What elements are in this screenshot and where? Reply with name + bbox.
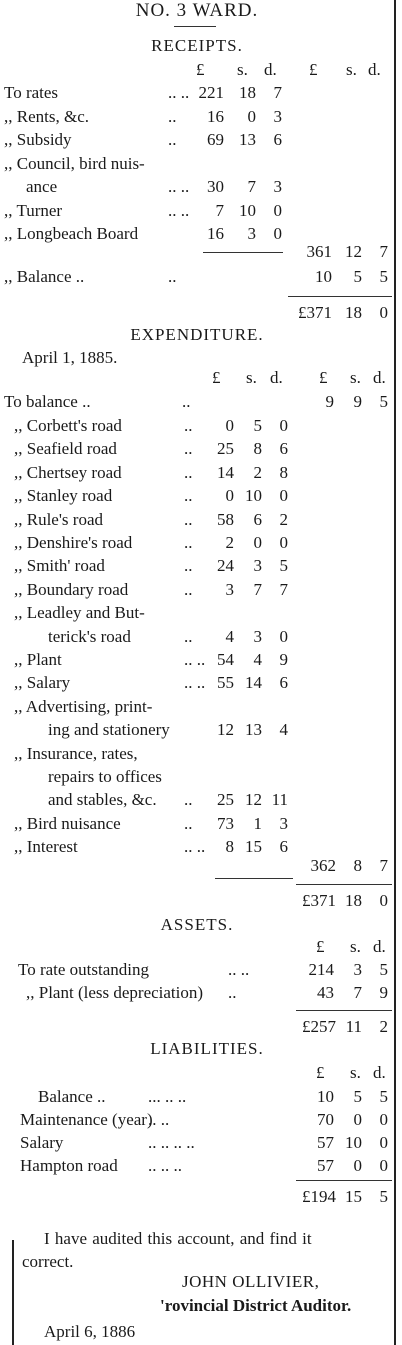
liabilities-column-headers xyxy=(0,1063,394,1085)
expenditure-label: ,, Chertsey road xyxy=(14,462,122,482)
receipts-balance-shillings: 5 xyxy=(353,267,362,286)
receipts-pounds: 16 xyxy=(207,224,224,243)
margin-rule xyxy=(12,1240,14,1345)
expenditure-pounds: 25 xyxy=(217,790,234,810)
assets-pence: 5 xyxy=(379,960,388,979)
liabilities-shillings: 0 xyxy=(353,1110,362,1129)
assets-total xyxy=(0,1017,394,1039)
assets-total-pounds: £257 xyxy=(302,1017,336,1036)
expenditure-pounds: 3 xyxy=(225,579,234,599)
expenditure-pounds: 58 xyxy=(217,509,234,529)
liabilities-pounds: 57 xyxy=(317,1156,334,1175)
receipts-pounds: 30 xyxy=(207,177,224,196)
expenditure-dots: .. .. xyxy=(184,650,206,669)
expenditure-label: and stables, &c. xyxy=(48,790,157,810)
expenditure-label: ,, Boundary road xyxy=(14,579,129,599)
expenditure-dots: .. xyxy=(184,626,193,646)
expenditure-pence: 0 xyxy=(279,533,288,552)
expenditure-pence: 6 xyxy=(279,673,288,693)
liabilities-shillings: 0 xyxy=(353,1156,362,1175)
expenditure-pence: 9 xyxy=(279,650,288,669)
expenditure-pence: 5 xyxy=(279,556,288,576)
expenditure-label: ,, Denshire's road xyxy=(14,533,133,552)
col-pounds: £ xyxy=(316,1063,325,1082)
receipts-balance-pence: 5 xyxy=(379,267,388,286)
receipts-pence: 3 xyxy=(273,106,282,126)
opening-shillings: 9 xyxy=(353,392,362,411)
expenditure-shillings: 8 xyxy=(253,439,262,459)
expenditure-pounds: 4 xyxy=(225,626,234,646)
receipts-total-pence: 0 xyxy=(379,303,388,322)
liabilities-dots: .. .. .. .. xyxy=(148,1133,195,1152)
expenditure-pence: 7 xyxy=(279,579,288,599)
assets-row xyxy=(0,960,394,982)
expenditure-shillings: 1 xyxy=(253,813,262,833)
expenditure-dots: .. xyxy=(184,486,193,506)
expenditure-dots: .. .. xyxy=(184,673,206,693)
receipts-column-headers xyxy=(0,60,394,82)
receipts-total-rule xyxy=(288,296,392,297)
expenditure-pounds: 0 xyxy=(225,416,234,435)
expenditure-dots: .. xyxy=(184,813,193,833)
expenditure-shillings: 15 xyxy=(245,837,262,857)
receipts-total-pounds: £371 xyxy=(298,303,332,322)
expenditure-pence: 6 xyxy=(279,837,288,857)
receipts-row xyxy=(0,107,394,129)
col-total-pounds: £ xyxy=(309,60,318,79)
liabilities-total-pence: 5 xyxy=(379,1187,388,1206)
col-shillings: s. xyxy=(246,368,257,387)
expenditure-total xyxy=(0,891,394,913)
expenditure-dots: .. .. xyxy=(184,837,206,857)
expenditure-shillings: 5 xyxy=(253,416,262,435)
col-total-pounds: £ xyxy=(319,368,328,387)
receipts-shillings: 0 xyxy=(247,106,256,126)
receipts-balance-dots: .. xyxy=(168,267,177,286)
expenditure-row xyxy=(0,439,394,461)
liabilities-total-pounds: £194 xyxy=(302,1187,336,1206)
expenditure-row xyxy=(0,463,394,485)
receipts-subtotal-pounds: 361 xyxy=(306,242,332,261)
expenditure-pounds: 8 xyxy=(225,837,234,857)
expenditure-shillings: 3 xyxy=(253,556,262,576)
col-shillings: s. xyxy=(350,1063,361,1082)
assets-dots: .. .. xyxy=(228,960,250,979)
expenditure-dots: .. xyxy=(184,556,193,576)
expenditure-total-pence: 0 xyxy=(379,891,388,910)
col-total-shillings: s. xyxy=(346,60,357,79)
expenditure-subtotal-shillings: 8 xyxy=(353,856,362,875)
col-total-pence: d. xyxy=(368,60,381,79)
col-pounds: £ xyxy=(316,937,325,956)
expenditure-row xyxy=(0,744,394,766)
expenditure-pence: 8 xyxy=(279,462,288,482)
expenditure-pounds: 2 xyxy=(225,533,234,552)
expenditure-pence: 2 xyxy=(279,509,288,529)
receipts-pence: 3 xyxy=(273,177,282,196)
receipts-pence: 0 xyxy=(273,224,282,243)
receipts-shillings: 3 xyxy=(247,224,256,243)
expenditure-shillings: 2 xyxy=(253,462,262,482)
receipts-label: ,, Longbeach Board xyxy=(4,224,139,243)
receipts-total xyxy=(0,303,394,325)
col-shillings: s. xyxy=(237,60,248,79)
expenditure-row xyxy=(0,627,394,649)
expenditure-dots: .. xyxy=(184,533,193,552)
assets-pounds: 43 xyxy=(317,983,334,1002)
expenditure-label: ,, Advertising, print- xyxy=(14,696,153,716)
receipts-row xyxy=(0,154,394,176)
liabilities-row xyxy=(0,1110,394,1132)
expenditure-pence: 6 xyxy=(279,439,288,459)
col-pence: d. xyxy=(373,937,386,956)
expenditure-pounds: 54 xyxy=(217,650,234,669)
expenditure-row xyxy=(0,673,394,695)
receipts-pounds: 7 xyxy=(215,200,224,220)
assets-pounds: 214 xyxy=(308,960,334,979)
receipts-balance xyxy=(0,267,394,289)
expenditure-label: ,, Corbett's road xyxy=(14,416,122,435)
liabilities-pence: 5 xyxy=(379,1087,388,1106)
receipts-dots: .. xyxy=(168,106,177,126)
expenditure-label: ,, Bird nuisance xyxy=(14,813,121,833)
expenditure-row xyxy=(0,510,394,532)
receipts-row xyxy=(0,130,394,152)
expenditure-label: ing and stationery xyxy=(48,720,170,740)
expenditure-label: ,, Leadley and But- xyxy=(14,603,145,623)
receipts-pence: 6 xyxy=(273,130,282,149)
expenditure-pounds: 55 xyxy=(217,673,234,693)
audit-statement: I have audited this account, and find it xyxy=(44,1229,312,1248)
assets-shillings: 7 xyxy=(353,983,362,1002)
expenditure-row xyxy=(0,556,394,578)
liabilities-total-rule xyxy=(296,1180,392,1181)
expenditure-subtotal-pounds: 362 xyxy=(310,856,336,875)
assets-label: To rate outstanding xyxy=(18,960,150,979)
expenditure-date: April 1, 1885. xyxy=(22,348,118,367)
assets-label: ,, Plant (less depreciation) xyxy=(26,983,204,1002)
opening-dots: .. xyxy=(182,392,191,411)
expenditure-dots: .. xyxy=(184,439,193,459)
expenditure-label: repairs to offices xyxy=(48,767,162,786)
expenditure-shillings: 13 xyxy=(245,720,262,740)
receipts-row xyxy=(0,201,394,223)
receipts-shillings: 7 xyxy=(247,177,256,196)
liabilities-dots: .. .. xyxy=(148,1110,170,1129)
expenditure-pounds: 25 xyxy=(217,439,234,459)
expenditure-shillings: 3 xyxy=(253,626,262,646)
expenditure-dots: .. xyxy=(184,462,193,482)
col-pence: d. xyxy=(264,60,277,79)
receipts-label: ,, Turner xyxy=(4,200,63,220)
expenditure-column-headers xyxy=(0,368,394,390)
receipts-row xyxy=(0,83,394,105)
liabilities-row xyxy=(0,1156,394,1178)
expenditure-shillings: 14 xyxy=(245,673,262,693)
expenditure-row xyxy=(0,814,394,836)
receipts-subtotal xyxy=(0,242,394,264)
receipts-dots: .. .. xyxy=(168,177,190,196)
assets-dots: .. xyxy=(228,983,237,1002)
assets-pence: 9 xyxy=(379,983,388,1002)
receipts-shillings: 13 xyxy=(239,130,256,149)
receipts-balance-pounds: 10 xyxy=(315,267,332,286)
expenditure-label: ,, Stanley road xyxy=(14,486,113,506)
expenditure-pounds: 12 xyxy=(217,720,234,740)
receipts-label: ,, Subsidy xyxy=(4,130,72,149)
expenditure-pounds: 14 xyxy=(217,462,234,482)
auditor-name: JOHN OLLIVIER, xyxy=(182,1272,320,1291)
expenditure-row xyxy=(0,416,394,438)
title-underline xyxy=(174,26,216,27)
expenditure-row xyxy=(0,533,394,555)
receipts-label: To rates xyxy=(4,83,59,102)
liabilities-label: Balance .. xyxy=(38,1087,106,1106)
assets-total-rule xyxy=(296,1010,392,1011)
receipts-shillings: 10 xyxy=(239,200,256,220)
expenditure-pounds: 73 xyxy=(217,813,234,833)
opening-label: To balance .. xyxy=(4,392,91,411)
liabilities-shillings: 5 xyxy=(353,1087,362,1106)
expenditure-total-rule xyxy=(296,884,392,885)
assets-total-shillings: 11 xyxy=(345,1017,362,1036)
audit-statement-cont: correct. xyxy=(22,1252,74,1271)
receipts-balance-label: ,, Balance .. xyxy=(4,267,85,286)
expenditure-label: ,, Salary xyxy=(14,673,71,693)
expenditure-pence: 3 xyxy=(279,813,288,833)
receipts-dots: .. .. xyxy=(168,200,190,220)
expenditure-row xyxy=(0,720,394,742)
expenditure-row xyxy=(0,767,394,789)
receipts-row xyxy=(0,177,394,199)
receipts-total-shillings: 18 xyxy=(345,303,362,322)
expenditure-opening-balance xyxy=(0,392,394,414)
liabilities-label: Hampton road xyxy=(20,1156,118,1175)
expenditure-total-shillings: 18 xyxy=(345,891,362,910)
expenditure-total-pounds: £371 xyxy=(302,891,336,910)
receipts-subtotal-pence: 7 xyxy=(379,242,388,261)
liabilities-pence: 0 xyxy=(379,1156,388,1175)
receipts-pounds: 69 xyxy=(207,130,224,149)
expenditure-shillings: 0 xyxy=(253,533,262,552)
expenditure-pence: 0 xyxy=(279,416,288,435)
expenditure-dots: .. xyxy=(184,579,193,599)
expenditure-shillings: 7 xyxy=(253,579,262,599)
expenditure-pence: 11 xyxy=(271,790,288,810)
liabilities-shillings: 10 xyxy=(345,1133,362,1152)
expenditure-row xyxy=(0,790,394,812)
receipts-subtotal-shillings: 12 xyxy=(345,242,362,261)
col-shillings: s. xyxy=(350,937,361,956)
receipts-pounds: 16 xyxy=(207,106,224,126)
expenditure-shillings: 4 xyxy=(253,650,262,669)
col-pounds: £ xyxy=(196,60,205,79)
expenditure-label: terick's road xyxy=(48,626,131,646)
expenditure-pence: 4 xyxy=(279,720,288,740)
expenditure-row xyxy=(0,580,394,602)
expenditure-label: ,, Smith' road xyxy=(14,556,105,576)
expenditure-subtotal-pence: 7 xyxy=(379,856,388,875)
expenditure-row xyxy=(0,603,394,625)
receipts-heading: RECEIPTS. xyxy=(151,36,243,55)
receipts-shillings: 18 xyxy=(239,83,256,102)
expenditure-dots: .. xyxy=(184,790,193,810)
liabilities-row xyxy=(0,1087,394,1109)
receipts-pence: 0 xyxy=(273,200,282,220)
assets-column-headers xyxy=(0,937,394,959)
auditor-title: 'rovincial District Auditor. xyxy=(160,1296,352,1315)
expenditure-pounds: 0 xyxy=(225,486,234,506)
liabilities-dots: ... .. .. xyxy=(148,1087,187,1106)
liabilities-pence: 0 xyxy=(379,1133,388,1152)
col-total-shillings: s. xyxy=(350,368,361,387)
expenditure-shillings: 6 xyxy=(253,509,262,529)
expenditure-shillings: 10 xyxy=(245,486,262,506)
expenditure-label: ,, Plant xyxy=(14,650,62,669)
opening-pence: 5 xyxy=(379,392,388,411)
expenditure-row xyxy=(0,486,394,508)
column-rule xyxy=(394,0,396,1345)
assets-heading: ASSETS. xyxy=(160,915,234,934)
liabilities-dots: .. .. .. xyxy=(148,1156,182,1175)
liabilities-heading: LIABILITIES. xyxy=(150,1039,264,1058)
expenditure-pence: 0 xyxy=(279,626,288,646)
col-pounds: £ xyxy=(212,368,221,387)
receipts-label: ,, Council, bird nuis- xyxy=(4,153,145,173)
liabilities-total xyxy=(0,1187,394,1209)
expenditure-row xyxy=(0,650,394,672)
expenditure-heading: EXPENDITURE. xyxy=(130,325,264,344)
receipts-label: ance xyxy=(26,177,58,196)
expenditure-label: ,, Insurance, rates, xyxy=(14,743,138,763)
assets-shillings: 3 xyxy=(353,960,362,979)
liabilities-label: Maintenance (year) xyxy=(20,1110,153,1129)
liabilities-pounds: 70 xyxy=(317,1110,334,1129)
expenditure-pounds: 24 xyxy=(217,556,234,576)
expenditure-label: ,, Seafield road xyxy=(14,439,117,459)
expenditure-dots: .. xyxy=(184,509,193,529)
liabilities-pence: 0 xyxy=(379,1110,388,1129)
expenditure-label: ,, Interest xyxy=(14,837,78,857)
opening-pounds: 9 xyxy=(325,392,334,411)
assets-total-pence: 2 xyxy=(379,1017,388,1036)
assets-row xyxy=(0,983,394,1005)
expenditure-subtotal xyxy=(0,856,394,878)
expenditure-subtotal-rule xyxy=(215,878,293,879)
receipts-pounds: 221 xyxy=(198,83,224,102)
receipts-dots: .. .. xyxy=(168,83,190,102)
col-pence: d. xyxy=(270,368,283,387)
liabilities-pounds: 57 xyxy=(317,1133,334,1152)
col-total-pence: d. xyxy=(373,368,386,387)
expenditure-dots: .. xyxy=(184,416,193,435)
receipts-label: ,, Rents, &c. xyxy=(4,106,89,126)
expenditure-row xyxy=(0,697,394,719)
ward-title: NO. 3 WARD. xyxy=(135,0,259,21)
liabilities-label: Salary xyxy=(20,1133,64,1152)
col-pence: d. xyxy=(373,1063,386,1082)
audit-date: April 6, 1886 xyxy=(44,1322,136,1341)
expenditure-pence: 0 xyxy=(279,486,288,506)
liabilities-row xyxy=(0,1133,394,1155)
receipts-pence: 7 xyxy=(273,83,282,102)
liabilities-pounds: 10 xyxy=(317,1087,334,1106)
liabilities-total-shillings: 15 xyxy=(345,1187,362,1206)
expenditure-label: ,, Rule's road xyxy=(14,509,103,529)
expenditure-shillings: 12 xyxy=(245,790,262,810)
receipts-dots: .. xyxy=(168,130,177,149)
